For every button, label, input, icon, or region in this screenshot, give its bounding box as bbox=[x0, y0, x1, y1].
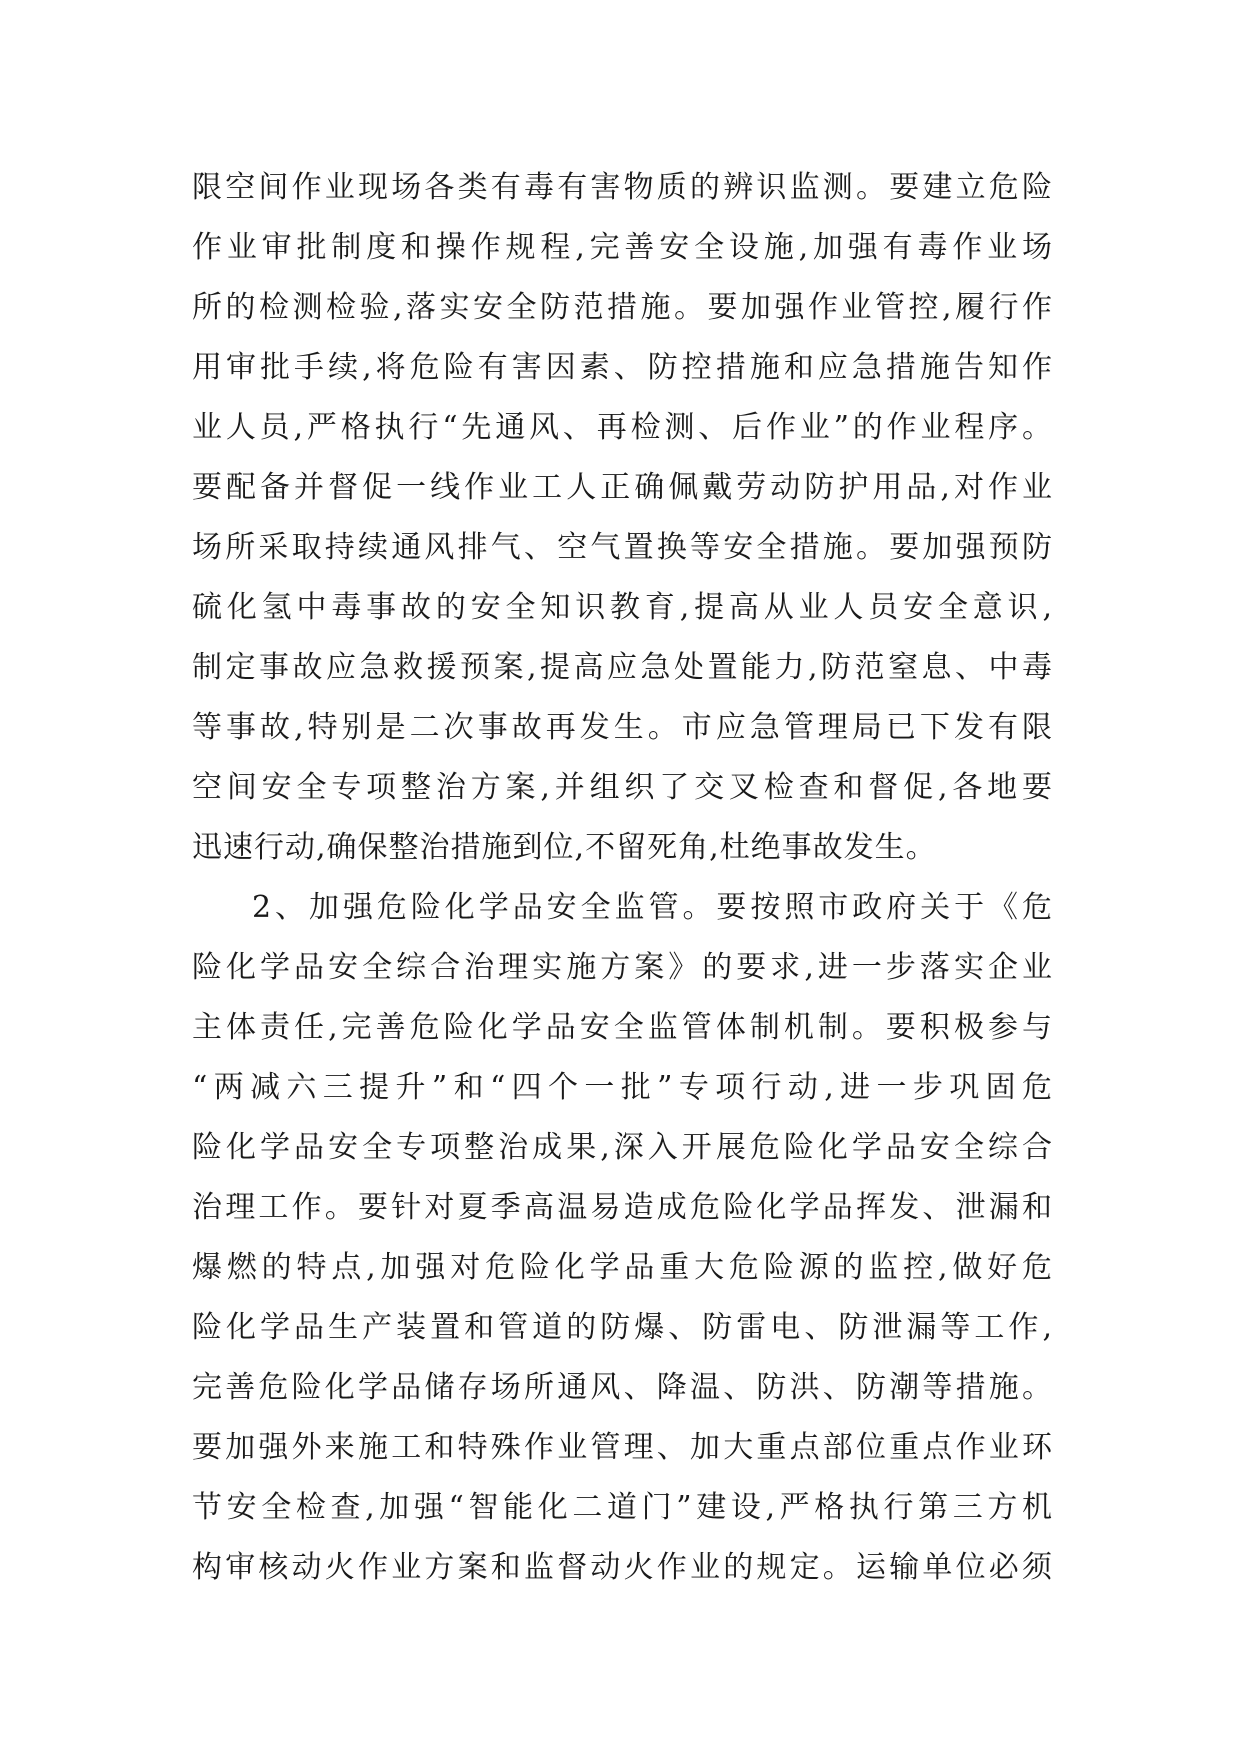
text-line: 爆燃的特点,加强对危险化学品重大危险源的监控,做好危 bbox=[192, 1250, 1052, 1285]
text-line: 作业审批制度和操作规程,完善安全设施,加强有毒作业场 bbox=[192, 230, 1052, 265]
paragraph-end-line: 迅速行动,确保整治措施到位,不留死角,杜绝事故发生。 bbox=[192, 830, 937, 865]
text-line: 险化学品安全综合治理实施方案》的要求,进一步落实企业 bbox=[192, 950, 1052, 985]
text-line: 主体责任,完善危险化学品安全监管体制机制。要积极参与 bbox=[192, 1010, 1052, 1045]
text-line: 治理工作。要针对夏季高温易造成危险化学品挥发、泄漏和 bbox=[192, 1190, 1052, 1225]
text-line: 完善危险化学品储存场所通风、降温、防洪、防潮等措施。 bbox=[192, 1370, 1052, 1405]
body-text bbox=[192, 158, 1052, 1598]
text-line: 空间安全专项整治方案,并组织了交叉检查和督促,各地要 bbox=[192, 770, 1052, 805]
text-line: 构审核动火作业方案和监督动火作业的规定。运输单位必须 bbox=[192, 1550, 1052, 1585]
text-line: 要配备并督促一线作业工人正确佩戴劳动防护用品,对作业 bbox=[192, 470, 1052, 505]
text-line: 用审批手续,将危险有害因素、防控措施和应急措施告知作 bbox=[192, 350, 1052, 385]
text-line: 节安全检查,加强“智能化二道门”建设,严格执行第三方机 bbox=[192, 1490, 1052, 1525]
paragraph-start-line: 2、加强危险化学品安全监管。要按照市政府关于《危 bbox=[252, 890, 1052, 925]
text-line: 场所采取持续通风排气、空气置换等安全措施。要加强预防 bbox=[192, 530, 1052, 565]
text-line: “两减六三提升”和“四个一批”专项行动,进一步巩固危 bbox=[192, 1070, 1052, 1105]
text-line: 硫化氢中毒事故的安全知识教育,提高从业人员安全意识, bbox=[192, 590, 1052, 625]
text-line: 业人员,严格执行“先通风、再检测、后作业”的作业程序。 bbox=[192, 410, 1052, 445]
text-line: 要加强外来施工和特殊作业管理、加大重点部位重点作业环 bbox=[192, 1430, 1052, 1465]
text-line: 限空间作业现场各类有毒有害物质的辨识监测。要建立危险 bbox=[192, 170, 1052, 205]
text-line: 所的检测检验,落实安全防范措施。要加强作业管控,履行作 bbox=[192, 290, 1052, 325]
text-line: 险化学品安全专项整治成果,深入开展危险化学品安全综合 bbox=[192, 1130, 1052, 1165]
text-line: 等事故,特别是二次事故再发生。市应急管理局已下发有限 bbox=[192, 710, 1052, 745]
text-line: 制定事故应急救援预案,提高应急处置能力,防范窒息、中毒 bbox=[192, 650, 1052, 685]
text-line: 险化学品生产装置和管道的防爆、防雷电、防泄漏等工作, bbox=[192, 1310, 1052, 1345]
